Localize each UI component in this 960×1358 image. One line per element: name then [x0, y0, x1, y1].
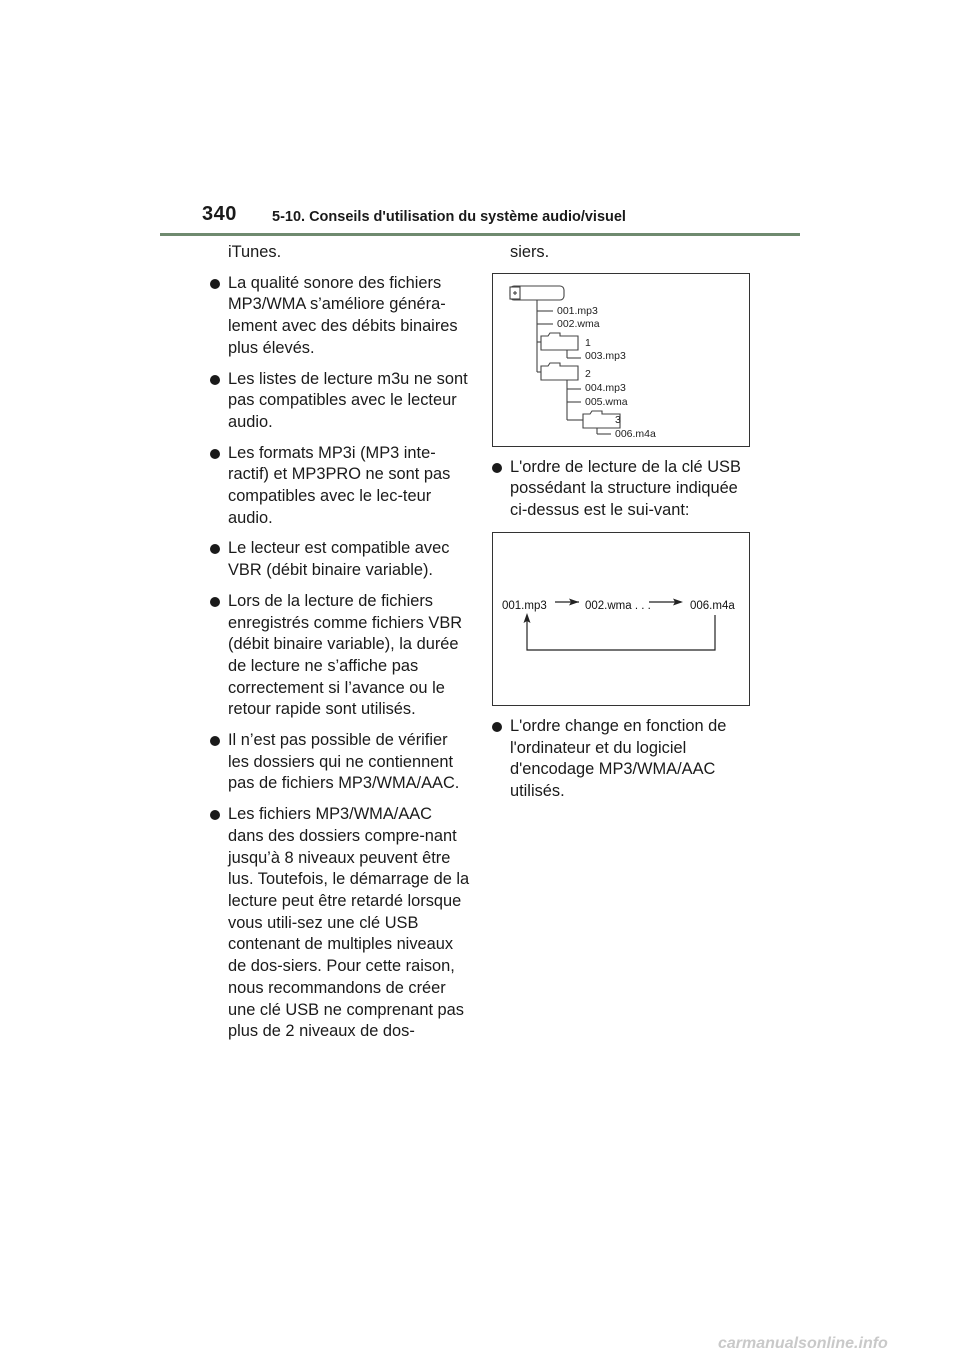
bullet-text: L'ordre de lecture de la clé USB possédant la structure indiquée ci-dessus est le sui-vant:	[510, 457, 741, 520]
folder-tree-figure	[492, 273, 750, 447]
bullet-item	[210, 730, 472, 795]
bullet-text: Il n’est pas possible de vérifier les dossiers qui ne contiennent pas de fichiers MP3/WMA/AAC.	[228, 731, 460, 793]
file-label: 004.mp3	[585, 381, 626, 394]
file-label: 001.mp3	[557, 304, 598, 317]
file-label: 002.wma	[557, 317, 600, 330]
bullet-item	[210, 591, 472, 721]
continuation-text: siers.	[510, 243, 550, 261]
bullet-dot-icon	[210, 449, 220, 459]
bullet-text: Lors de la lecture de fichiers enregistrés comme fichiers VBR (débit binaire variable), la durée de lecture ne s’affiche pas correctement si l’avance ou le retour rapide sont utilisés.	[228, 591, 463, 719]
bullet-item	[492, 716, 754, 803]
bullet-dot-icon	[492, 722, 502, 732]
playback-order-figure	[492, 532, 750, 706]
folder-label: 3	[615, 413, 621, 426]
folder-icon	[541, 333, 578, 350]
bullet-item	[210, 369, 472, 434]
bullet-text: L'ordre change en fonction de l'ordinateur et du logiciel d'encodage MP3/WMA/AAC utilisés.	[510, 716, 727, 800]
bullet-item	[210, 273, 472, 360]
order-label-first: 001.mp3	[502, 599, 547, 612]
header-rule	[160, 233, 800, 236]
file-label: 006.m4a	[615, 427, 656, 440]
bullet-dot-icon	[210, 597, 220, 607]
page-number: 340	[202, 203, 237, 225]
bullet-text: Les listes de lecture m3u ne sont pas compatibles avec le lecteur audio.	[228, 369, 468, 431]
order-label-middle: 002.wma . . .	[585, 599, 651, 612]
file-label: 005.wma	[585, 395, 628, 408]
file-label: 003.mp3	[585, 349, 626, 362]
right-column	[492, 242, 754, 812]
bullet-text: La qualité sonore des fichiers MP3/WMA s’améliore généra-lement avec des débits binaires plus élevés.	[228, 273, 458, 357]
bullet-item	[210, 443, 472, 530]
bullet-dot-icon	[210, 544, 220, 554]
bullet-dot-icon	[210, 810, 220, 820]
bullet-text: Le lecteur est compatible avec VBR (débit binaire variable).	[228, 539, 450, 580]
folder-label: 2	[585, 367, 591, 380]
folder-label: 1	[585, 336, 591, 349]
bullet-dot-icon	[210, 279, 220, 289]
watermark: carmanualsonline.info	[718, 1335, 888, 1352]
bullet-item	[210, 804, 472, 1043]
bullet-item	[210, 538, 472, 581]
order-label-last: 006.m4a	[690, 599, 735, 612]
bullet-dot-icon	[492, 463, 502, 473]
continuation-text: iTunes.	[228, 243, 282, 261]
section-title: 5-10. Conseils d'utilisation du système audio/visuel	[272, 209, 626, 225]
playback-order-arrows	[493, 533, 749, 705]
bullet-dot-icon	[210, 375, 220, 385]
folder-icon	[541, 363, 578, 380]
bullet-item	[492, 457, 754, 522]
left-column	[210, 242, 472, 1052]
bullet-dot-icon	[210, 736, 220, 746]
bullet-text: Les formats MP3i (MP3 inte-ractif) et MP3PRO ne sont pas compatibles avec le lec-teur audio.	[228, 443, 451, 527]
bullet-text: Les fichiers MP3/WMA/AAC dans des dossiers compre-nant jusqu’à 8 niveaux peuvent être lus. Toutefois, le démarrage de la lecture peut être retardé lorsque vous utili-sez une clé USB contenant de multiples niveaux de dos-siers. Pour cette raison, nous recommandons de créer une clé USB ne comprenant pas plus de 2 niveaux de dos-	[228, 805, 470, 1041]
